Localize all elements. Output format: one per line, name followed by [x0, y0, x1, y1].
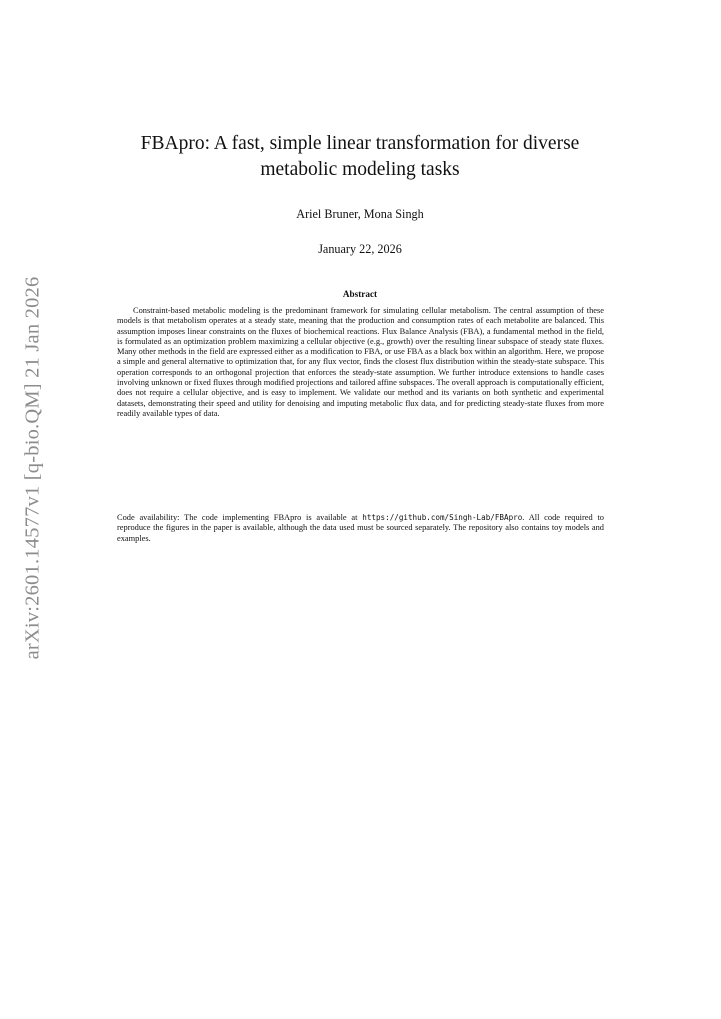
paper-title: FBApro: A fast, simple linear transformation for diverse metabolic modeling tasks [140, 133, 580, 180]
arxiv-side-stamp: arXiv:2601.14577v1 [q-bio.QM] 21 Jan 2026 [21, 276, 44, 660]
code-availability-note [117, 513, 604, 544]
code-availability-suffix: . All code required to reproduce the figures in the paper is available, although the data used must be sourced separately. The repository also contains toy models and examples. [117, 513, 604, 543]
paper-authors: Ariel Bruner, Mona Singh [296, 207, 424, 221]
repository-link[interactable]: https://github.com/Singh-Lab/FBApro [362, 513, 523, 522]
abstract-heading: Abstract [342, 289, 378, 299]
abstract-text: Constraint-based metabolic modeling is the predominant framework for simulating cellular metabolism. The central assumption of these models is that metabolism operates at a steady state, meaning that the production and consumption rates of each metabolite are balanced. This assumption imposes linear constraints on the fluxes of biochemical reactions. Flux Balance Analysis (FBA), a fundamental method in the field, is formulated as an optimization problem maximizing a cellular objective (e.g., growth) over the resulting linear subspace of steady state fluxes. Many other methods in the field are expressed either as a modification to FBA, or use FBA as a black box within an algorithm. Here, we propose a simple and general alternative to optimization that, for any flux vector, finds the closest flux distribution within the steady-state subspace. This operation corresponds to an orthogonal projection that enforces the steady-state assumption. We further introduce extensions to handle cases involving unknown or fixed fluxes through modified projections and tailored affine subspaces. The overall approach is computationally efficient, does not require a cellular objective, and is easy to implement. We validate our method and its variants on both synthetic and experimental datasets, demonstrating their speed and utility for denoising and imputing metabolic flux data, and for predicting steady-state fluxes from more readily available types of data. [117, 306, 604, 418]
code-availability-prefix: Code availability: The code implementing FBApro is available at [117, 513, 363, 522]
paper-date: January 22, 2026 [318, 242, 402, 256]
